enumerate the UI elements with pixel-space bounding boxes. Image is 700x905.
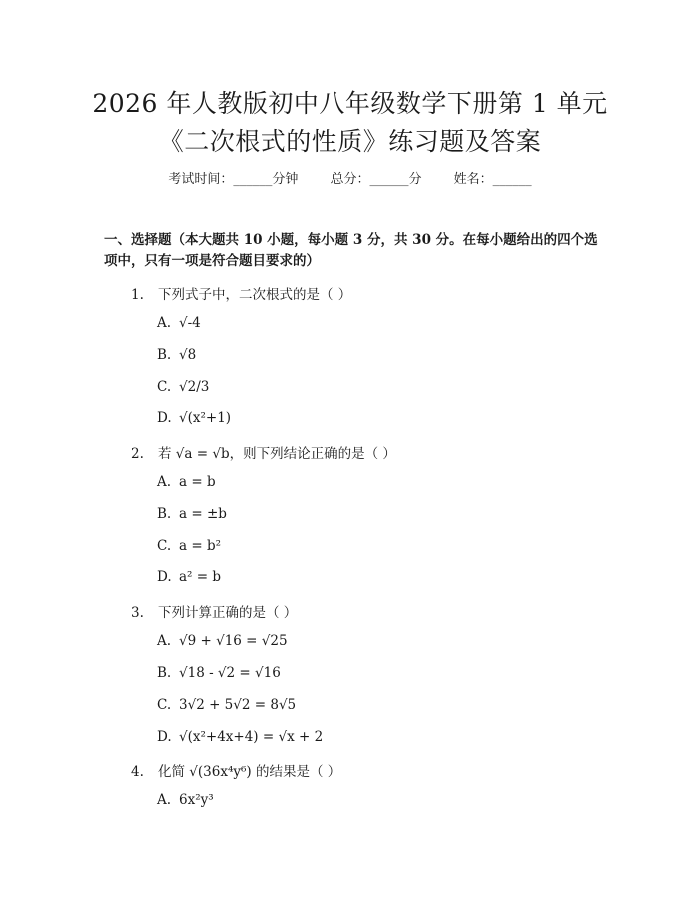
option-text: a = ±b (179, 506, 227, 522)
question-text: 化简 √(36x⁴y⁶) 的结果是（ ） (158, 764, 342, 780)
option-letter: D. (157, 410, 172, 426)
question-number: 2. (131, 446, 144, 462)
question-3-option-a (157, 633, 288, 649)
option-letter: D. (157, 729, 172, 745)
option-text: 3√2 + 5√2 = 8√5 (179, 697, 297, 713)
question-2-option-c (157, 538, 221, 554)
question-2-option-a (157, 474, 216, 490)
option-letter: A. (157, 792, 172, 808)
name-field: 姓名：______ (453, 172, 532, 187)
question-4 (131, 760, 341, 780)
question-3 (131, 601, 297, 621)
document-title-line-2: 《二次根式的性质》练习题及答案 (158, 127, 542, 156)
option-letter: A. (157, 633, 172, 649)
question-3-option-c (157, 697, 296, 713)
option-text: 6x²y³ (179, 792, 214, 808)
option-letter: C. (157, 538, 172, 554)
option-letter: B. (157, 347, 172, 363)
option-text: a = b (179, 474, 216, 490)
section-heading-line-2: 项中，只有一项是符合题目要求的） (104, 253, 320, 269)
question-2-option-b (157, 506, 227, 522)
question-1-option-c (157, 379, 209, 395)
option-text: a² = b (179, 569, 221, 585)
option-letter: C. (157, 697, 172, 713)
section-heading-line-1: 一、选择题（本大题共 10 小题，每小题 3 分，共 30 分。在每小题给出的四个选 (104, 232, 598, 248)
question-2-option-d (157, 569, 221, 585)
question-1 (131, 283, 351, 303)
option-letter: C. (157, 379, 172, 395)
option-text: √2/3 (179, 379, 210, 395)
question-number: 1. (131, 287, 144, 303)
question-text: 下列计算正确的是（ ） (158, 605, 298, 621)
option-text: √8 (179, 347, 197, 363)
question-3-option-b (157, 665, 281, 681)
option-text: a = b² (179, 538, 221, 554)
option-text: √(x²+1) (179, 410, 232, 426)
question-4-option-a (157, 792, 214, 808)
option-letter: B. (157, 506, 172, 522)
question-number: 3. (131, 605, 144, 621)
option-letter: B. (157, 665, 172, 681)
question-1-option-d (157, 410, 231, 426)
option-letter: A. (157, 474, 172, 490)
total-score-field: 总分：______分 (330, 172, 422, 187)
question-1-option-b (157, 347, 196, 363)
question-1-option-a (157, 315, 201, 331)
question-text: 若 √a = √b，则下列结论正确的是（ ） (158, 446, 396, 462)
question-2 (131, 442, 396, 462)
exam-time-field: 考试时间：______分钟 (168, 172, 299, 187)
option-text: √-4 (179, 315, 201, 331)
exam-info-row (0, 168, 700, 187)
option-letter: A. (157, 315, 172, 331)
question-text: 下列式子中，二次根式的是（ ） (158, 287, 352, 303)
option-text: √(x²+4x+4) = √x + 2 (179, 729, 324, 745)
option-letter: D. (157, 569, 172, 585)
option-text: √9 + √16 = √25 (179, 633, 288, 649)
document-title-line-1: 2026 年人教版初中八年级数学下册第 1 单元 (92, 89, 608, 118)
option-text: √18 - √2 = √16 (179, 665, 281, 681)
question-number: 4. (131, 764, 144, 780)
question-3-option-d (157, 729, 323, 745)
